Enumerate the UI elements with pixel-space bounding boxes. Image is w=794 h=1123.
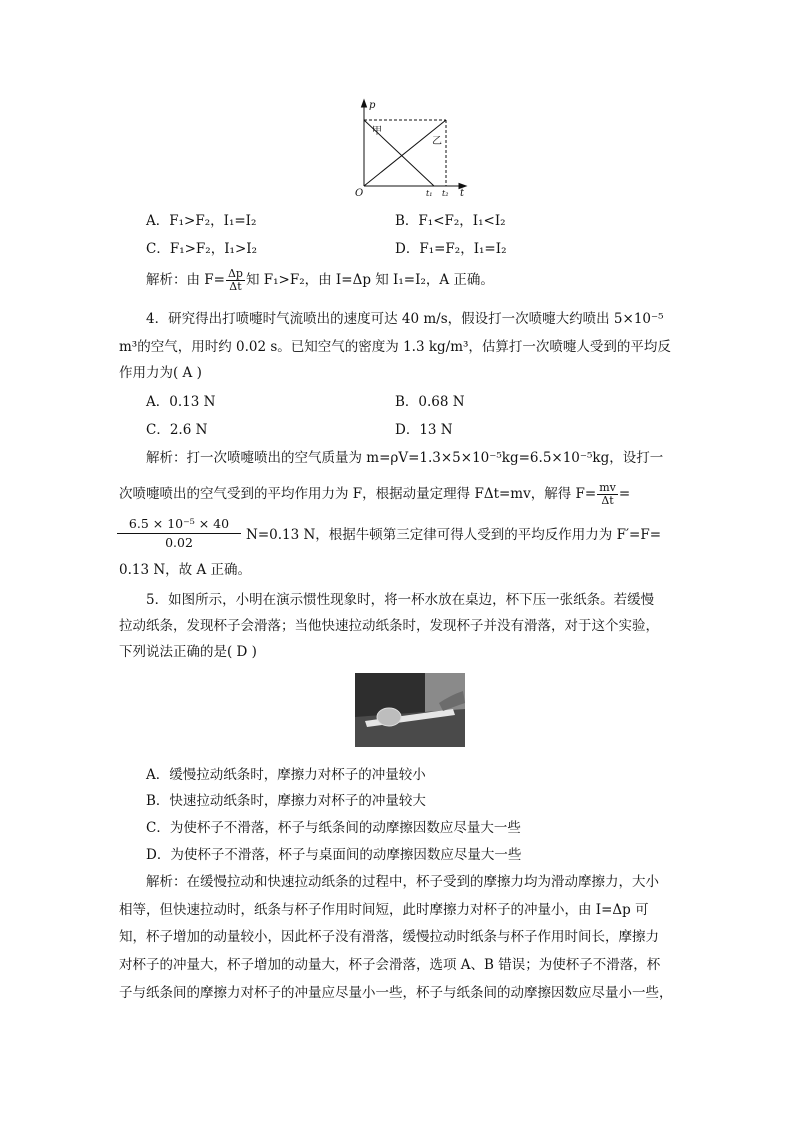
q3-frac-den: Δt [229, 280, 242, 293]
q4-option-b: B．0.68 N [395, 394, 465, 410]
p-axis-arrow [362, 100, 367, 107]
q4-numeric-den: 0.02 [165, 535, 193, 550]
q5-solution-line4: 对杯子的冲量大，杯子增加的动量大，杯子会滑落，选项 A、B 错误；为使杯子不滑落，杯 [119, 957, 661, 973]
q3-option-a: A．F₁>F₂，I₁=I₂ [146, 213, 257, 229]
q5-solution-line1: 解析：在缓慢拉动和快速拉动纸条的过程中，杯子受到的摩擦力均为滑动摩擦力，大小 [146, 874, 659, 890]
q5-option-b: B．快速拉动纸条时，摩擦力对杯子的冲量较大 [146, 793, 426, 809]
q4-frac-num: mv [599, 481, 616, 494]
cup [377, 708, 401, 726]
q4-stem-line1: 4．研究得出打喷嚏时气流喷出的速度可达 40 m/s，假设打一次喷嚏大约喷出 5×10⁻⁵ [146, 311, 664, 327]
q5-option-a: A．缓慢拉动纸条时，摩擦力对杯子的冲量较小 [146, 767, 426, 783]
q4-stem-line3: 作用力为( A ) [119, 365, 202, 381]
q4-frac-den: Δt [601, 494, 614, 507]
q5-stem-line2: 拉动纸条，发现杯子会滑落；当他快速拉动纸条时，发现杯子并没有滑落，对于这个实验， [119, 618, 659, 634]
tick-t2: t₂ [442, 189, 449, 198]
q4-sol2-pre: 次喷嚏喷出的空气受到的平均作用力为 F，根据动量定理得 FΔt=mv，解得 F= [119, 486, 597, 502]
q4-solution-line1: 解析：打一次喷嚏喷出的空气质量为 m=ρV=1.3×5×10⁻⁵kg=6.5×10⁻⁵kg，设打一 [146, 450, 664, 466]
momentum-time-graph [352, 98, 472, 200]
q4-numeric-num: 6.5 × 10⁻⁵ × 40 [117, 515, 241, 534]
q5-solution-line2: 相等，但快速拉动时，纸条与杯子作用时间短，此时摩擦力对杯子的冲量小，由 I=Δp 可 [119, 902, 649, 918]
q3-solution-pre: 解析：由 F= [146, 272, 225, 288]
q3-fraction [226, 268, 245, 293]
q3-frac-num: Δp [227, 267, 243, 280]
q4-solution-line4: 0.13 N，故 A 正确。 [119, 562, 251, 578]
q3-option-c: C．F₁>F₂，I₁>I₂ [146, 241, 257, 257]
cup-on-paper-photo [355, 673, 465, 747]
q3-option-d: D．F₁=F₂，I₁=I₂ [395, 241, 507, 257]
axis-p-label: p [369, 100, 376, 111]
q5-solution-line3: 知，杯子增加的动量较小，因此杯子没有滑落，缓慢拉动时纸条与杯子作用时间长，摩擦力 [119, 929, 659, 945]
origin-label: O [355, 188, 364, 199]
q4-option-c: C．2.6 N [146, 422, 208, 438]
q4-option-d: D．13 N [395, 422, 453, 438]
q3-option-b: B．F₁<F₂，I₁<I₂ [395, 213, 506, 229]
q4-solution-line2 [119, 482, 630, 507]
q5-solution-line5: 子与纸条间的摩擦力对杯子的冲量应尽量小一些，杯子与纸条间的动摩擦因数应尽量小一些， [119, 985, 673, 1001]
q5-stem-line1: 5．如图所示，小明在演示惯性现象时，将一杯水放在桌边，杯下压一张纸条。若缓慢 [146, 592, 655, 608]
q4-numeric-fraction [117, 515, 241, 552]
label-yi: 乙 [432, 136, 442, 147]
q4-stem-line2: m³的空气，用时约 0.02 s。已知空气的密度为 1.3 kg/m³，估算打一次喷嚏人受到的平均反 [119, 339, 671, 355]
q5-option-c: C．为使杯子不滑落，杯子与纸条间的动摩擦因数应尽量大一些 [146, 820, 521, 836]
q5-option-d: D．为使杯子不滑落，杯子与桌面间的动摩擦因数应尽量大一些 [146, 847, 522, 863]
q3-solution [146, 268, 494, 293]
q3-solution-post: 知 F₁>F₂，由 I=Δp 知 I₁=I₂，A 正确。 [245, 272, 494, 288]
q4-option-a: A．0.13 N [146, 394, 216, 410]
q4-solution-line3: N=0.13 N，根据牛顿第三定律可得人受到的平均反作用力为 F′=F= [246, 527, 661, 543]
label-jia: 甲 [372, 126, 382, 137]
q4-sol2-post: = [618, 486, 631, 502]
axis-t-label: t [460, 188, 465, 199]
tick-t1: t₁ [426, 189, 433, 198]
q5-stem-line3: 下列说法正确的是( D ) [119, 644, 257, 660]
q4-fraction-mv [597, 482, 618, 507]
